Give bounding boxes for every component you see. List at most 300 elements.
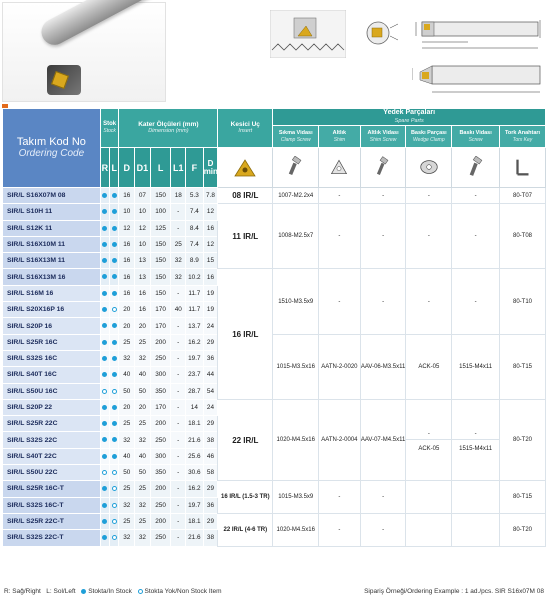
product-code: SIR/L S16M 16 <box>3 285 101 301</box>
spare-col-subtitle: Clamp Screw <box>280 136 311 143</box>
product-code: SIR/L S10H 11 <box>3 204 101 220</box>
in-stock-dot-icon <box>102 226 107 231</box>
product-code: SIR/L S25R 22C-T <box>3 513 101 529</box>
dim-dmin: 24 <box>203 318 218 334</box>
product-code: SIR/L S16X10M 11 <box>3 236 101 252</box>
in-stock-dot-icon <box>112 454 117 459</box>
screw: 1515-M4x11 <box>452 334 500 399</box>
dim-d1: 50 <box>135 465 151 481</box>
shim: - <box>319 513 361 546</box>
product-code: SIR/L S16X13M 11 <box>3 253 101 269</box>
dim-d1: 40 <box>135 448 151 464</box>
spare-col-title: Altlık <box>332 130 347 136</box>
tool-photo <box>2 2 166 102</box>
shim-icon-cell <box>319 148 361 188</box>
stock-l-cell <box>110 285 119 301</box>
spare-col-title: Tork Anahtarı <box>504 130 541 136</box>
dimension-header-subtitle: Dimension (mm) <box>148 128 189 134</box>
product-code: SIR/L S40T 22C <box>3 448 101 464</box>
product-code: SIR/L S16X07M 08 <box>3 188 101 204</box>
in-stock-dot-icon <box>102 307 107 312</box>
dim-d: 16 <box>119 269 135 285</box>
dim-d1: 32 <box>135 432 151 448</box>
product-code: SIR/L S20P 22 <box>3 399 101 415</box>
dim-dmin: 19 <box>203 285 218 301</box>
dim-d: 32 <box>119 350 135 366</box>
spare-col-subtitle: Shim <box>333 136 346 143</box>
dim-f: 5.3 <box>186 188 204 204</box>
product-illustrations <box>0 0 548 104</box>
non-stock-dot-icon <box>112 307 117 312</box>
table-row <box>3 269 546 285</box>
product-code: SIR/L S32S 16C-T <box>3 497 101 513</box>
col-dmin: D min <box>203 148 218 188</box>
dim-l1: - <box>171 432 186 448</box>
dim-d: 25 <box>119 513 135 529</box>
dim-d: 20 <box>119 318 135 334</box>
stock-r-cell <box>100 497 109 513</box>
stock-l-cell <box>110 188 119 204</box>
non-stock-dot-icon <box>112 389 117 394</box>
legend-left: L: Sol/Left <box>46 588 76 595</box>
torx-key: 80-T08 <box>500 204 546 269</box>
dim-d1: 16 <box>135 285 151 301</box>
insert-code: 22 IR/L (4-6 TR) <box>218 513 273 546</box>
stock-r-cell <box>100 513 109 529</box>
spare-col-subtitle: Shim Screw <box>369 136 397 143</box>
in-stock-dot-icon <box>102 242 107 247</box>
dim-length: 170 <box>150 399 171 415</box>
in-stock-dot-icon <box>112 226 117 231</box>
in-stock-dot-icon <box>102 437 107 442</box>
product-code: SIR/L S50U 16C <box>3 383 101 399</box>
clamp-screw-icon-cell <box>273 148 319 188</box>
dim-d1: 16 <box>135 302 151 318</box>
dim-d: 16 <box>119 236 135 252</box>
stock-r-cell <box>100 302 109 318</box>
in-stock-dot-icon <box>102 454 107 459</box>
spare-col-shim <box>319 126 361 148</box>
non-stock-dot-icon <box>112 503 117 508</box>
dim-f: 13.7 <box>186 318 204 334</box>
table-row <box>3 204 546 220</box>
dim-l1: 18 <box>171 188 186 204</box>
dim-f: 30.6 <box>186 465 204 481</box>
shim: - <box>319 204 361 269</box>
product-code: SIR/L S32S 16C <box>3 350 101 366</box>
stock-r-cell <box>100 367 109 383</box>
dim-dmin: 46 <box>203 448 218 464</box>
spare-col-wedge-clamp <box>406 126 452 148</box>
in-stock-dot-icon <box>102 503 107 508</box>
wedge-clamp <box>406 481 452 514</box>
shim: AATN-2-0004 <box>319 399 361 480</box>
screw-icon <box>465 156 487 178</box>
dim-length: 150 <box>150 285 171 301</box>
spare-col-screw <box>452 126 500 148</box>
dim-dmin: 16 <box>203 220 218 236</box>
clamp-screw: 1015-M3.5x9 <box>273 481 319 514</box>
spare-col-title: Baskı Parçası <box>410 130 447 136</box>
shim-screw-icon <box>372 156 394 178</box>
non-stock-dot-icon <box>112 535 117 540</box>
dim-d1: 20 <box>135 318 151 334</box>
dim-d: 40 <box>119 367 135 383</box>
stock-r-cell <box>100 334 109 350</box>
dim-f: 14 <box>186 399 204 415</box>
product-code: SIR/L S12K 11 <box>3 220 101 236</box>
in-stock-dot-icon <box>102 405 107 410</box>
table-row <box>3 334 546 350</box>
clamp-screw: 1008-M2.5x7 <box>273 204 319 269</box>
clamp-screw: 1020-M4.5x16 <box>273 513 319 546</box>
dim-d: 40 <box>119 448 135 464</box>
in-stock-dot-icon <box>112 291 117 296</box>
product-code: SIR/L S16X13M 16 <box>3 269 101 285</box>
dim-dmin: 29 <box>203 416 218 432</box>
insert-code <box>218 188 273 204</box>
dim-length: 200 <box>150 481 171 497</box>
dim-dmin: 16 <box>203 269 218 285</box>
insert-icon-cell <box>218 148 273 188</box>
dim-dmin: 44 <box>203 367 218 383</box>
spare-col-title: Baskı Vidası <box>459 130 492 136</box>
stock-r-cell <box>100 481 109 497</box>
dimension-diagram-top <box>412 58 544 98</box>
tool-shank-image <box>37 0 164 49</box>
in-stock-dot-icon <box>112 437 117 442</box>
dim-d1: 10 <box>135 236 151 252</box>
product-code: SIR/L S50U 22C <box>3 465 101 481</box>
dim-length: 170 <box>150 302 171 318</box>
dim-dmin: 38 <box>203 432 218 448</box>
dim-length: 350 <box>150 383 171 399</box>
non-stock-dot-icon <box>138 589 143 594</box>
shim-screw: - <box>360 188 406 204</box>
screw-top: - <box>452 429 499 440</box>
dim-length: 250 <box>150 432 171 448</box>
dimension-diagram-side <box>412 12 544 52</box>
spare-parts-title: Yedek Parçaları <box>383 109 436 116</box>
stock-r-cell <box>100 269 109 285</box>
dim-l1: - <box>171 350 186 366</box>
dim-l1: - <box>171 334 186 350</box>
stock-r-cell <box>100 399 109 415</box>
stock-l-cell <box>110 416 119 432</box>
stock-r-cell <box>100 220 109 236</box>
wedge-clamp <box>406 399 452 480</box>
dim-d1: 12 <box>135 220 151 236</box>
dim-l1: - <box>171 513 186 529</box>
dim-f: 16.2 <box>186 334 204 350</box>
dim-f: 11.7 <box>186 285 204 301</box>
torx-key: 80-T20 <box>500 399 546 480</box>
stock-l-cell <box>110 220 119 236</box>
stock-header-title: Stok <box>103 121 117 127</box>
stock-l-cell <box>110 399 119 415</box>
in-stock-dot-icon <box>102 209 107 214</box>
dim-dmin: 36 <box>203 350 218 366</box>
col-l1: L1 <box>171 148 186 188</box>
dim-d1: 50 <box>135 383 151 399</box>
dim-d1: 32 <box>135 530 151 546</box>
dim-l1: - <box>171 204 186 220</box>
spare-col-subtitle: Torx Key <box>512 136 533 143</box>
dim-d: 16 <box>119 253 135 269</box>
stock-l-cell <box>110 253 119 269</box>
shim-screw-icon-cell <box>360 148 406 188</box>
torx-key-icon <box>512 156 534 178</box>
dim-l1: - <box>171 367 186 383</box>
dim-f: 7.4 <box>186 236 204 252</box>
dim-l1: - <box>171 465 186 481</box>
shim: - <box>319 269 361 334</box>
code-header-subtitle: Ordering Code <box>18 148 85 159</box>
stock-l-cell <box>110 465 119 481</box>
dim-d1: 20 <box>135 399 151 415</box>
dim-length: 100 <box>150 204 171 220</box>
stock-l-cell <box>110 367 119 383</box>
col-length: L <box>150 148 171 188</box>
in-stock-dot-icon <box>112 356 117 361</box>
shim-screw: - <box>360 204 406 269</box>
dim-length: 250 <box>150 530 171 546</box>
dim-d1: 25 <box>135 334 151 350</box>
screw-value: 1515-M4x11 <box>459 445 493 452</box>
screw: - <box>452 204 500 269</box>
dim-dmin: 24 <box>203 399 218 415</box>
dim-d: 12 <box>119 220 135 236</box>
stock-l-cell <box>110 481 119 497</box>
screw-icon-cell <box>452 148 500 188</box>
clamp-screw: 1015-M3.5x16 <box>273 334 319 399</box>
insert-code: 22 IR/L <box>218 399 273 480</box>
wedge-clamp-icon-cell <box>406 148 452 188</box>
clamp-diagram <box>364 18 408 48</box>
torx-key-icon-cell <box>500 148 546 188</box>
dim-dmin: 54 <box>203 383 218 399</box>
table-row <box>3 513 546 529</box>
product-code: SIR/L S25R 22C <box>3 416 101 432</box>
non-stock-dot-icon <box>102 470 107 475</box>
product-code: SIR/L S20X16P 16 <box>3 302 101 318</box>
shim: - <box>319 188 361 204</box>
shim-screw: AAV-06-M3.5x11 <box>360 334 406 399</box>
wedge-clamp-value: ACK-05 <box>418 445 440 452</box>
in-stock-dot-icon <box>112 323 117 328</box>
dim-f: 19.7 <box>186 350 204 366</box>
insert-code: 11 IR/L <box>218 204 273 269</box>
dim-dmin: 19 <box>203 302 218 318</box>
non-stock-dot-icon <box>112 519 117 524</box>
shim-icon <box>329 157 349 177</box>
wedge-clamp-top: - <box>406 429 451 440</box>
stock-r-cell <box>100 285 109 301</box>
spare-col-title: Altlık Vidası <box>367 130 399 136</box>
product-code: SIR/L S20P 16 <box>3 318 101 334</box>
dim-d: 20 <box>119 302 135 318</box>
dim-dmin: 29 <box>203 481 218 497</box>
dim-d: 10 <box>119 204 135 220</box>
stock-l-cell <box>110 530 119 546</box>
spare-col-torx-key <box>500 126 546 148</box>
stock-r-cell <box>100 383 109 399</box>
wedge-clamp-icon <box>418 156 440 178</box>
dim-length: 150 <box>150 236 171 252</box>
stock-r-cell <box>100 448 109 464</box>
spare-col-subtitle: Screw <box>468 136 483 143</box>
in-stock-dot-icon <box>112 242 117 247</box>
dim-l1: - <box>171 383 186 399</box>
screw <box>452 399 500 480</box>
dim-f: 23.7 <box>186 367 204 383</box>
dim-f: 7.4 <box>186 204 204 220</box>
stock-l-cell <box>110 236 119 252</box>
shim-screw: - <box>360 269 406 334</box>
dim-d: 16 <box>119 188 135 204</box>
dim-dmin: 12 <box>203 236 218 252</box>
dim-d: 25 <box>119 334 135 350</box>
dim-dmin: 15 <box>203 253 218 269</box>
dim-l1: - <box>171 220 186 236</box>
dim-l1: - <box>171 448 186 464</box>
dim-length: 170 <box>150 318 171 334</box>
stock-l-cell <box>110 318 119 334</box>
stock-r-cell <box>100 236 109 252</box>
in-stock-dot-icon <box>102 486 107 491</box>
stock-l-cell <box>110 302 119 318</box>
col-r: R <box>100 148 109 188</box>
non-stock-dot-icon <box>112 486 117 491</box>
clamp-screw: 1020-M4.5x16 <box>273 399 319 480</box>
dim-l1: - <box>171 399 186 415</box>
wedge-clamp: ACK-05 <box>406 334 452 399</box>
dim-length: 200 <box>150 513 171 529</box>
in-stock-dot-icon <box>81 589 86 594</box>
dim-f: 28.7 <box>186 383 204 399</box>
dim-length: 300 <box>150 367 171 383</box>
dim-d1: 07 <box>135 188 151 204</box>
dim-length: 200 <box>150 416 171 432</box>
dim-length: 250 <box>150 497 171 513</box>
legend <box>4 588 222 595</box>
dim-d1: 40 <box>135 367 151 383</box>
spare-col-title: Sıkma Vidası <box>278 130 313 136</box>
in-stock-dot-icon <box>112 372 117 377</box>
in-stock-dot-icon <box>102 356 107 361</box>
dim-f: 21.6 <box>186 530 204 546</box>
dim-dmin: 38 <box>203 530 218 546</box>
dim-length: 300 <box>150 448 171 464</box>
screw <box>452 513 500 546</box>
triangle-insert-icon <box>233 158 257 178</box>
table-row <box>3 399 546 415</box>
dim-d: 16 <box>119 285 135 301</box>
in-stock-dot-icon <box>102 258 107 263</box>
legend-non-stock: Stokta Yok/Non Stock Item <box>144 588 222 595</box>
non-stock-dot-icon <box>112 470 117 475</box>
torx-key: 80-T15 <box>500 481 546 514</box>
screw: - <box>452 188 500 204</box>
insert-header <box>218 109 273 148</box>
table-row <box>3 188 546 204</box>
dim-d1: 25 <box>135 416 151 432</box>
in-stock-dot-icon <box>112 340 117 345</box>
stock-r-cell <box>100 204 109 220</box>
in-stock-dot-icon <box>102 519 107 524</box>
stock-l-cell <box>110 497 119 513</box>
product-table <box>2 108 546 547</box>
shim-screw: AAV-07-M4.5x11 <box>360 399 406 480</box>
spare-parts-header <box>273 109 546 126</box>
legend-in-stock: Stokta/In Stock <box>88 588 132 595</box>
dim-f: 18.1 <box>186 416 204 432</box>
wedge-clamp: - <box>406 269 452 334</box>
torx-key: 80-T07 <box>500 188 546 204</box>
in-stock-dot-icon <box>102 421 107 426</box>
insert-header-subtitle: Insert <box>238 128 253 134</box>
wedge-clamp <box>406 513 452 546</box>
stock-r-cell <box>100 465 109 481</box>
stock-l-cell <box>110 448 119 464</box>
legend-right: R: Sağ/Right <box>4 588 41 595</box>
dim-l1: - <box>171 481 186 497</box>
stock-l-cell <box>110 432 119 448</box>
spare-parts-subtitle: Spare Parts <box>394 118 424 124</box>
col-f: F <box>186 148 204 188</box>
product-code: SIR/L S25R 16C <box>3 334 101 350</box>
dim-l1: - <box>171 318 186 334</box>
dim-length: 250 <box>150 350 171 366</box>
stock-l-cell <box>110 334 119 350</box>
stock-l-cell <box>110 350 119 366</box>
dim-f: 11.7 <box>186 302 204 318</box>
thread-profile-diagram <box>270 10 346 58</box>
wedge-clamp: - <box>406 188 452 204</box>
spare-col-subtitle: Wedge Clamp <box>413 136 445 143</box>
dim-length: 150 <box>150 188 171 204</box>
dim-f: 21.6 <box>186 432 204 448</box>
spare-col-shim-screw <box>360 126 406 148</box>
dim-length: 150 <box>150 269 171 285</box>
product-code: SIR/L S32S 22C-T <box>3 530 101 546</box>
in-stock-dot-icon <box>112 209 117 214</box>
stock-l-cell <box>110 204 119 220</box>
dim-d: 32 <box>119 530 135 546</box>
wedge-clamp: - <box>406 204 452 269</box>
table-row <box>3 481 546 497</box>
dim-dmin: 58 <box>203 465 218 481</box>
in-stock-dot-icon <box>102 291 107 296</box>
dim-l1: 25 <box>171 236 186 252</box>
shim-screw: - <box>360 513 406 546</box>
dim-d: 32 <box>119 432 135 448</box>
in-stock-dot-icon <box>102 340 107 345</box>
in-stock-dot-icon <box>102 274 107 279</box>
insert-code: 16 IR/L <box>218 269 273 399</box>
dim-l1: 32 <box>171 253 186 269</box>
dim-f: 10.2 <box>186 269 204 285</box>
dim-f: 16.2 <box>186 481 204 497</box>
dim-length: 150 <box>150 253 171 269</box>
stock-r-cell <box>100 188 109 204</box>
stock-l-cell <box>110 513 119 529</box>
screw: - <box>452 269 500 334</box>
dim-f: 18.1 <box>186 513 204 529</box>
in-stock-dot-icon <box>112 405 117 410</box>
torx-key: 80-T15 <box>500 334 546 399</box>
clamp-screw: 1510-M3.5x9 <box>273 269 319 334</box>
